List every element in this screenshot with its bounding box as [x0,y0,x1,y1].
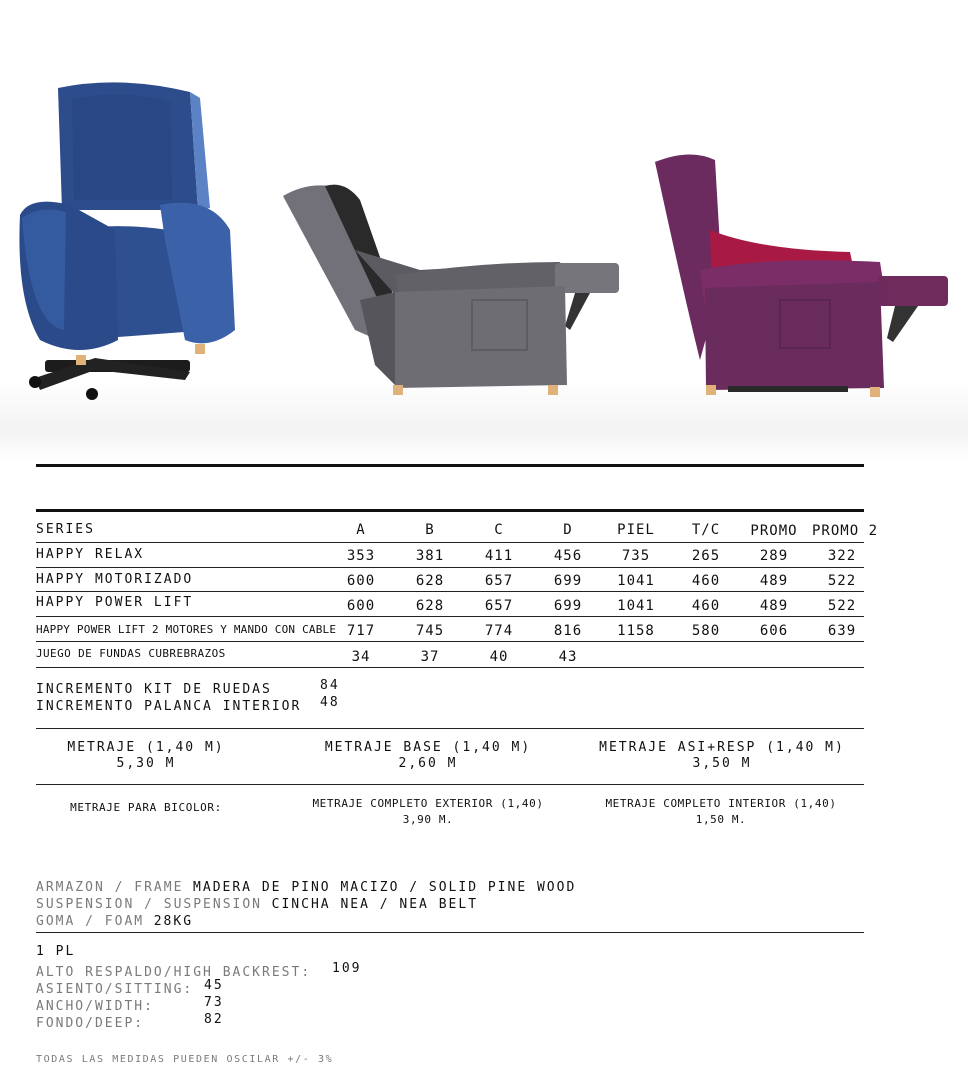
metraje-value: 2,60 M [398,756,458,771]
cell-a: 717 [346,623,376,639]
product-photo [0,0,968,462]
cell-piel: 735 [621,548,651,564]
cell-b: 745 [415,623,445,639]
table-row [36,594,864,616]
row-name: HAPPY POWER LIFT [36,595,194,610]
section-rule [36,784,864,785]
cell-d: 699 [553,598,583,614]
bicolor-label [36,796,256,815]
dimension-value: 45 [204,978,224,993]
bicolor-interior-label: METRAJE COMPLETO INTERIOR (1,40) [605,797,837,810]
chairs-illustration [0,0,968,462]
cell-promo2: 522 [827,598,857,614]
footer-note: TODAS LAS MEDIDAS PUEDEN OSCILAR +/- 3% [36,1054,334,1065]
metraje-value: 5,30 M [116,756,176,771]
extra-value: 84 [320,678,340,693]
table-row [36,619,864,641]
bicolor-label-text: METRAJE PARA BICOLOR: [70,801,222,814]
col-tc: T/C [691,522,721,538]
cell-d: 456 [553,548,583,564]
table-row [36,644,864,666]
metraje-value: 3,50 M [692,756,752,771]
cell-promo2: 639 [827,623,857,639]
cell-b: 381 [415,548,445,564]
cell-c: 657 [484,598,514,614]
dimension-label: ALTO RESPALDO/HIGH BACKREST: [36,965,312,980]
row-name: HAPPY POWER LIFT 2 MOTORES Y MANDO CON CABLE [36,623,337,636]
cell-c: 411 [484,548,514,564]
cell-promo: 489 [759,573,789,589]
dimension-row [36,995,311,1012]
bicolor-interior-value: 1,50 M. [695,813,747,826]
divider [36,464,864,467]
metraje-block [36,740,256,772]
row-rule [36,641,864,642]
material-row [36,893,576,910]
section-rule [36,932,864,933]
row-name: JUEGO DE FUNDAS CUBREBRAZOS [36,647,226,660]
cell-promo2: 322 [827,548,857,564]
dimension-value: 109 [332,961,362,976]
purple-reclined-armchair [655,154,948,397]
table-top-rule [36,509,864,512]
table-row [36,570,864,592]
metraje-block [300,740,556,772]
bicolor-exterior-value: 3,90 M. [402,813,454,826]
material-label: ARMAZON / FRAME [36,880,184,895]
bicolor-interior [586,796,856,828]
cell-d: 816 [553,623,583,639]
dimension-value: 82 [204,1012,224,1027]
material-value: CINCHA NEA / NEA BELT [271,897,479,912]
col-b: B [425,522,435,538]
col-c: C [494,522,504,538]
cell-piel: 1041 [617,598,655,614]
material-label: SUSPENSION / SUSPENSION [36,897,263,912]
material-value: 28KG [153,914,194,929]
dimension-label: ANCHO/WIDTH: [36,999,154,1014]
cell-tc: 460 [691,598,721,614]
cell-a: 353 [346,548,376,564]
col-piel: PIEL [617,522,655,538]
cell-c: 657 [484,573,514,589]
price-table [36,518,879,542]
metraje-label: METRAJE BASE (1,40 M) [324,740,532,755]
table-header [36,518,879,542]
col-promo2: PROMO 2 [812,523,879,539]
material-label: GOMA / FOAM [36,914,145,929]
material-row [36,876,576,893]
row-rule [36,567,864,568]
cell-a: 600 [346,573,376,589]
extra-label: INCREMENTO KIT DE RUEDAS [36,682,272,697]
row-name: HAPPY MOTORIZADO [36,572,194,587]
dimension-value: 73 [204,995,224,1010]
cell-promo: 289 [759,548,789,564]
cell-b: 37 [420,649,440,665]
row-rule [36,542,864,543]
extra-value: 48 [320,695,340,710]
cell-piel: 1041 [617,573,655,589]
extra-label: INCREMENTO PALANCA INTERIOR [36,699,302,714]
extras [36,678,340,714]
material-row [36,910,576,927]
table-row [36,545,864,567]
cell-a: 600 [346,598,376,614]
cell-tc: 265 [691,548,721,564]
dimension-label: ASIENTO/SITTING: [36,982,194,997]
cell-c: 40 [489,649,509,665]
material-value: MADERA DE PINO MACIZO / SOLID PINE WOOD [193,880,577,895]
cell-b: 628 [415,598,445,614]
row-rule [36,591,864,592]
row-name: HAPPY RELAX [36,547,145,562]
extra-item [36,695,340,714]
cell-b: 628 [415,573,445,589]
row-rule [36,667,864,668]
dimension-row [36,961,362,980]
row-rule [36,616,864,617]
cell-promo: 606 [759,623,789,639]
dimensions-title: 1 PL [36,944,76,959]
extra-item [36,678,340,697]
cell-piel: 1158 [617,623,655,639]
cell-a: 34 [351,649,371,665]
col-a: A [356,522,366,538]
metraje-block [590,740,854,772]
blue-lift-recliner [19,82,235,400]
gray-reclined-armchair [283,185,619,395]
cell-promo2: 522 [827,573,857,589]
dimension-row [36,1012,311,1029]
dimension-label: FONDO/DEEP: [36,1016,145,1031]
section-rule [36,728,864,729]
materials [36,876,576,927]
metraje-label: METRAJE (1,40 M) [67,740,225,755]
col-d: D [563,522,573,538]
bicolor-exterior-label: METRAJE COMPLETO EXTERIOR (1,40) [312,797,544,810]
cell-tc: 580 [691,623,721,639]
cell-promo: 489 [759,598,789,614]
cell-c: 774 [484,623,514,639]
cell-d: 699 [553,573,583,589]
metraje-label: METRAJE ASI+RESP (1,40 M) [599,740,845,755]
col-promo: PROMO [750,523,798,539]
col-series: SERIES [36,522,95,537]
cell-d: 43 [558,649,578,665]
dimensions [36,944,362,1031]
cell-tc: 460 [691,573,721,589]
dimension-row [36,978,311,995]
bicolor-exterior [290,796,566,828]
